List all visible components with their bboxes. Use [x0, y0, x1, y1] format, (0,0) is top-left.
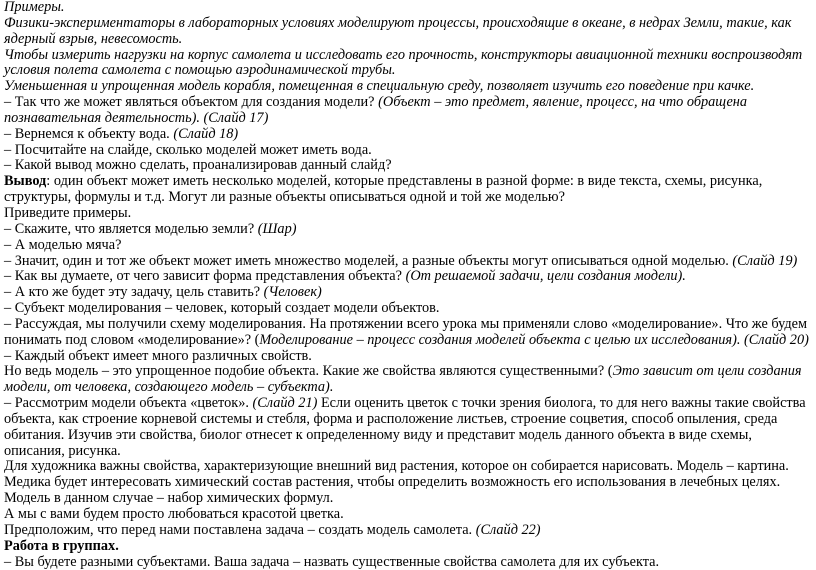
text-segment: (Слайд 22)	[475, 521, 541, 538]
text-segment: – Рассуждая, мы получили схему моделирования. На протяжении всего урока мы применяли слово «моделирование». Что же будем понимать под словом «моделирование»? (	[4, 315, 808, 348]
paragraph-l4	[4, 79, 812, 95]
text-segment: – А моделью мяча?	[4, 236, 122, 253]
text-segment: Предположим, что перед нами поставлена задача – создать модель самолета.	[4, 521, 476, 538]
paragraph-l15	[4, 285, 812, 301]
paragraph-l8	[4, 158, 812, 174]
text-segment: (Слайд 18)	[173, 125, 239, 142]
paragraph-l2	[4, 16, 812, 48]
text-segment: (Слайд 19)	[732, 252, 798, 269]
text-segment: Вывод	[4, 173, 47, 190]
paragraph-l1	[4, 0, 812, 16]
text-segment: – А кто же будет эту задачу, цель ставить?	[4, 284, 264, 301]
text-segment: Медика будет интересовать химический состав растения, чтобы определить возможность его использования в лечебных целях. Модель в данном случае – набор химических формул.	[4, 474, 781, 507]
text-segment: Физики-экспериментаторы в лабораторных условиях моделируют процессы, происходящие в океане, в недрах Земли, такие, как ядерный взрыв, невесомость.	[4, 14, 792, 47]
text-segment: – Так что же может являться объектом для создания модели?	[4, 94, 379, 111]
text-segment: – Вернемся к объекту вода.	[4, 125, 174, 142]
paragraph-l17	[4, 317, 812, 349]
paragraph-l14	[4, 269, 812, 285]
text-segment: Моделирование – процесс создания моделей объекта с целью их исследования). (Слайд 20)	[259, 331, 809, 348]
paragraph-l7	[4, 143, 812, 159]
text-segment: : один объект может иметь несколько моделей, которые представлены в разной форме: в виде текста, схемы, рисунка, структуры, формулы и т.д. Могут ли разные объекты описываться одной и той же моделью?	[4, 173, 763, 206]
text-segment: (Человек)	[263, 284, 322, 301]
text-segment: (Слайд 21)	[252, 395, 318, 412]
paragraph-l25	[4, 539, 812, 555]
text-segment: Но ведь модель – это упрощенное подобие объекта. Какие же свойства являются существенными? (	[4, 363, 613, 380]
text-segment: – Скажите, что является моделью земли?	[4, 220, 258, 237]
text-segment: – Значит, один и тот же объект может иметь множество моделей, а разные объекты могут описываться одной моделью.	[4, 252, 733, 269]
paragraph-l19	[4, 364, 812, 396]
text-segment: Работа в группах.	[4, 537, 119, 554]
text-segment: Если оценить цветок с точки зрения биолога, то для него важны такие свойства объекта, как строение корневой системы и стебля, форма и расположение листьев, строение соцветия, способ опыления, среда обитания. Изучив эти свойства, биолог отнесет к определенному виду и представит модель данного объекта в виде схемы, описания, рисунка.	[4, 395, 806, 459]
paragraph-l13	[4, 254, 812, 270]
text-segment: Чтобы измерить нагрузки на корпус самолета и исследовать его прочность, конструкторы авиационной техники воспроизводят условия полета самолета с помощью аэродинамической трубы.	[4, 46, 803, 79]
paragraph-l23	[4, 507, 812, 523]
paragraph-l12	[4, 238, 812, 254]
text-segment: Примеры.	[4, 0, 65, 15]
text-segment: Это зависит от цели создания модели, от человека, создающего модель – субъекта).	[4, 363, 802, 396]
text-segment: (От решаемой задачи, цели создания модели).	[405, 268, 686, 285]
text-segment: – Рассмотрим модели объекта «цветок».	[4, 395, 253, 412]
text-segment: – Какой вывод можно сделать, проанализировав данный слайд?	[4, 157, 392, 174]
paragraph-l20	[4, 396, 812, 459]
text-segment: – Каждый объект имеет много различных свойств.	[4, 347, 312, 364]
paragraph-l22	[4, 475, 812, 507]
paragraph-l10	[4, 206, 812, 222]
text-segment: (Шар)	[257, 220, 297, 237]
text-segment: – Как вы думаете, от чего зависит форма представления объекта?	[4, 268, 406, 285]
text-segment: Приведите примеры.	[4, 204, 132, 221]
paragraph-l26	[4, 555, 812, 570]
text-segment: (Объект – это предмет, явление, процесс, на что обращена познавательная деятельность). (Слайд 17)	[4, 94, 748, 126]
paragraph-l24	[4, 523, 812, 539]
paragraph-l21	[4, 459, 812, 475]
text-segment: Для художника важны свойства, характеризующие внешний вид растения, которое он собирается нарисовать. Модель – картина.	[4, 458, 789, 475]
text-segment: А мы с вами будем просто любоваться красотой цветка.	[4, 506, 344, 522]
text-segment: – Посчитайте на слайде, сколько моделей может иметь вода.	[4, 141, 372, 158]
paragraph-l6	[4, 127, 812, 143]
paragraph-l18	[4, 349, 812, 365]
paragraph-l5	[4, 95, 812, 127]
text-segment: Уменьшенная и упрощенная модель корабля, помещенная в специальную среду, позволяет изучить его поведение при качке.	[4, 78, 755, 95]
text-segment: – Субъект моделирования – человек, который создает модели объектов.	[4, 300, 440, 317]
text-segment: – Вы будете разными субъектами. Ваша задача – назвать существенные свойства самолета для их субъекта.	[4, 553, 660, 570]
paragraph-l9	[4, 174, 812, 206]
paragraph-l16	[4, 301, 812, 317]
paragraph-l3	[4, 48, 812, 80]
paragraph-l11	[4, 222, 812, 238]
